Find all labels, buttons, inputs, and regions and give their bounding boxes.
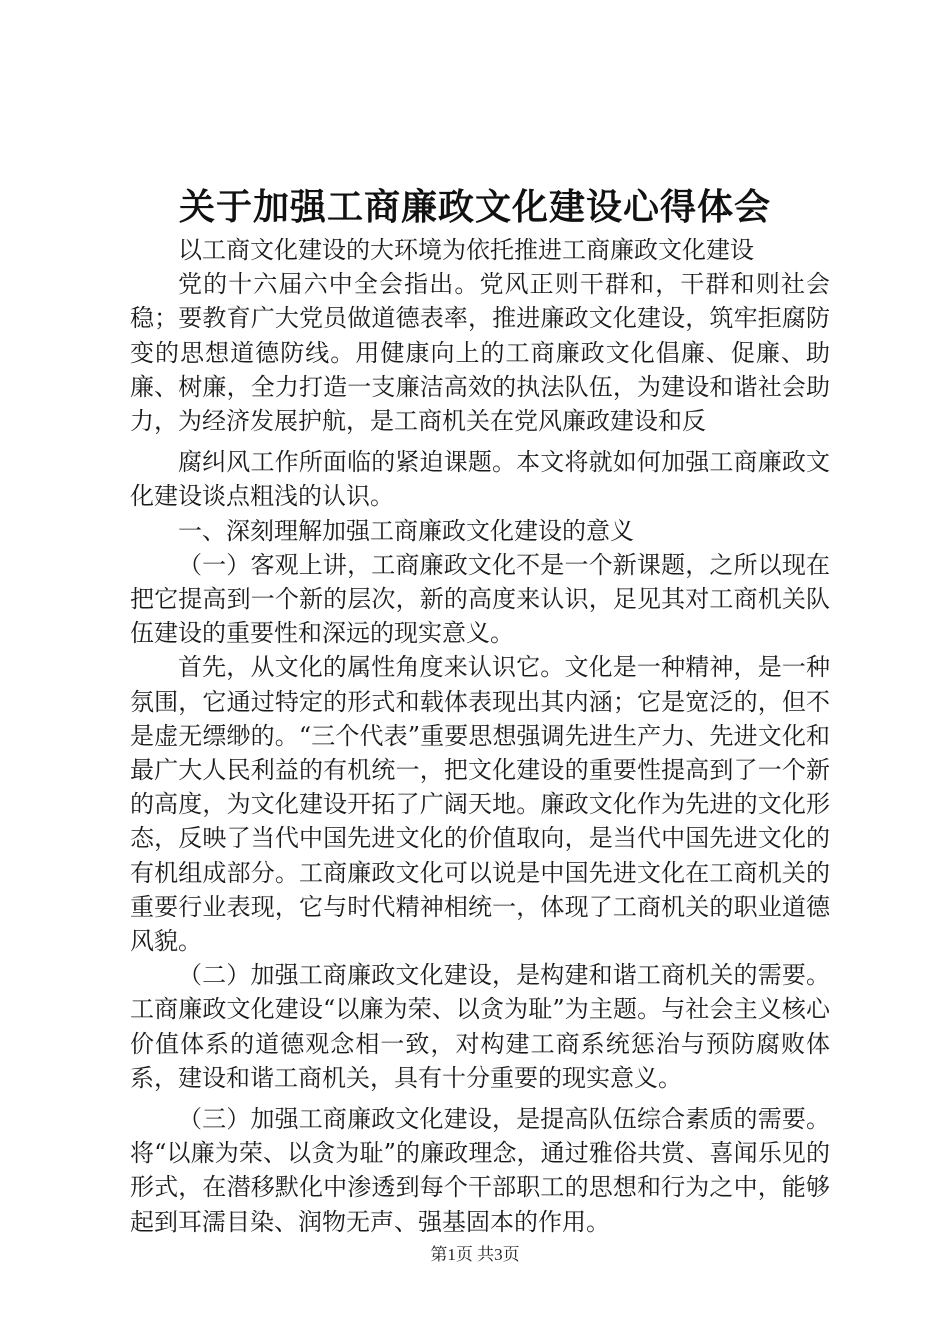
paragraph-point-3: （三）加强工商廉政文化建设，是提高队伍综合素质的需要。将“以廉为荣、以贪为耻”的廉政理念，通过雅俗共赏、喜闻乐见的形式，在潜移默化中渗透到每个干部职工的思想和行为之中，能够起到耳濡目染、润物无声、强基固本的作用。 bbox=[130, 1105, 830, 1236]
paragraph-point-2: （二）加强工商廉政文化建设，是构建和谐工商机关的需要。工商廉政文化建设“以廉为荣、以贪为耻”为主题。与社会主义核心价值体系的道德观念相一致，对构建工商系统惩治与预防腐败体系，建设和谐工商机关，具有十分重要的现实意义。 bbox=[130, 961, 830, 1092]
paragraph-culture: 首先，从文化的属性角度来认识它。文化是一种精神，是一种氛围，它通过特定的形式和载体表现出其内涵；它是宽泛的，但不是虚无缥缈的。“三个代表”重要思想强调先进生产力、先进文化和最广大人民利益的有机统一，把文化建设的重要性提高到了一个新的高度，为文化建设开拓了广阔天地。廉政文化作为先进的文化形态，反映了当代中国先进文化的价值取向，是当代中国先进文化的有机组成部分。工商廉政文化可以说是中国先进文化在工商机关的重要行业表现，它与时代精神相统一，体现了工商机关的职业道德风貌。 bbox=[130, 653, 830, 956]
page-number: 第1页 共3页 bbox=[430, 1245, 520, 1264]
document-body bbox=[130, 233, 830, 1239]
section-heading-1: 一、深刻理解加强工商廉政文化建设的意义 bbox=[178, 516, 634, 545]
paragraph-intro-cont: 腐纠风工作所面临的紧迫课题。本文将就如何加强工商廉政文化建设谈点粗浅的认识。 bbox=[130, 448, 830, 511]
paragraph-point-1: （一）客观上讲，工商廉政文化不是一个新课题，之所以现在把它提高到一个新的层次，新的高度来认识，足见其对工商机关队伍建设的重要性和深远的现实意义。 bbox=[130, 550, 830, 648]
document-title: 关于加强工商廉政文化建设心得体会 bbox=[178, 186, 771, 228]
paragraph-subtitle: 以工商文化建设的大环境为依托推进工商廉政文化建设 bbox=[178, 236, 754, 264]
paragraph-intro: 党的十六届六中全会指出。党风正则干群和，干群和则社会稳；要教育广大党员做道德表率，推进廉政文化建设，筑牢拒腐防变的思想道德防线。用健康向上的工商廉政文化倡廉、促廉、助廉、树廉，全力打造一支廉洁高效的执法队伍，为建设和谐社会助力，为经济发展护航，是工商机关在党风廉政建设和反 bbox=[130, 270, 830, 436]
